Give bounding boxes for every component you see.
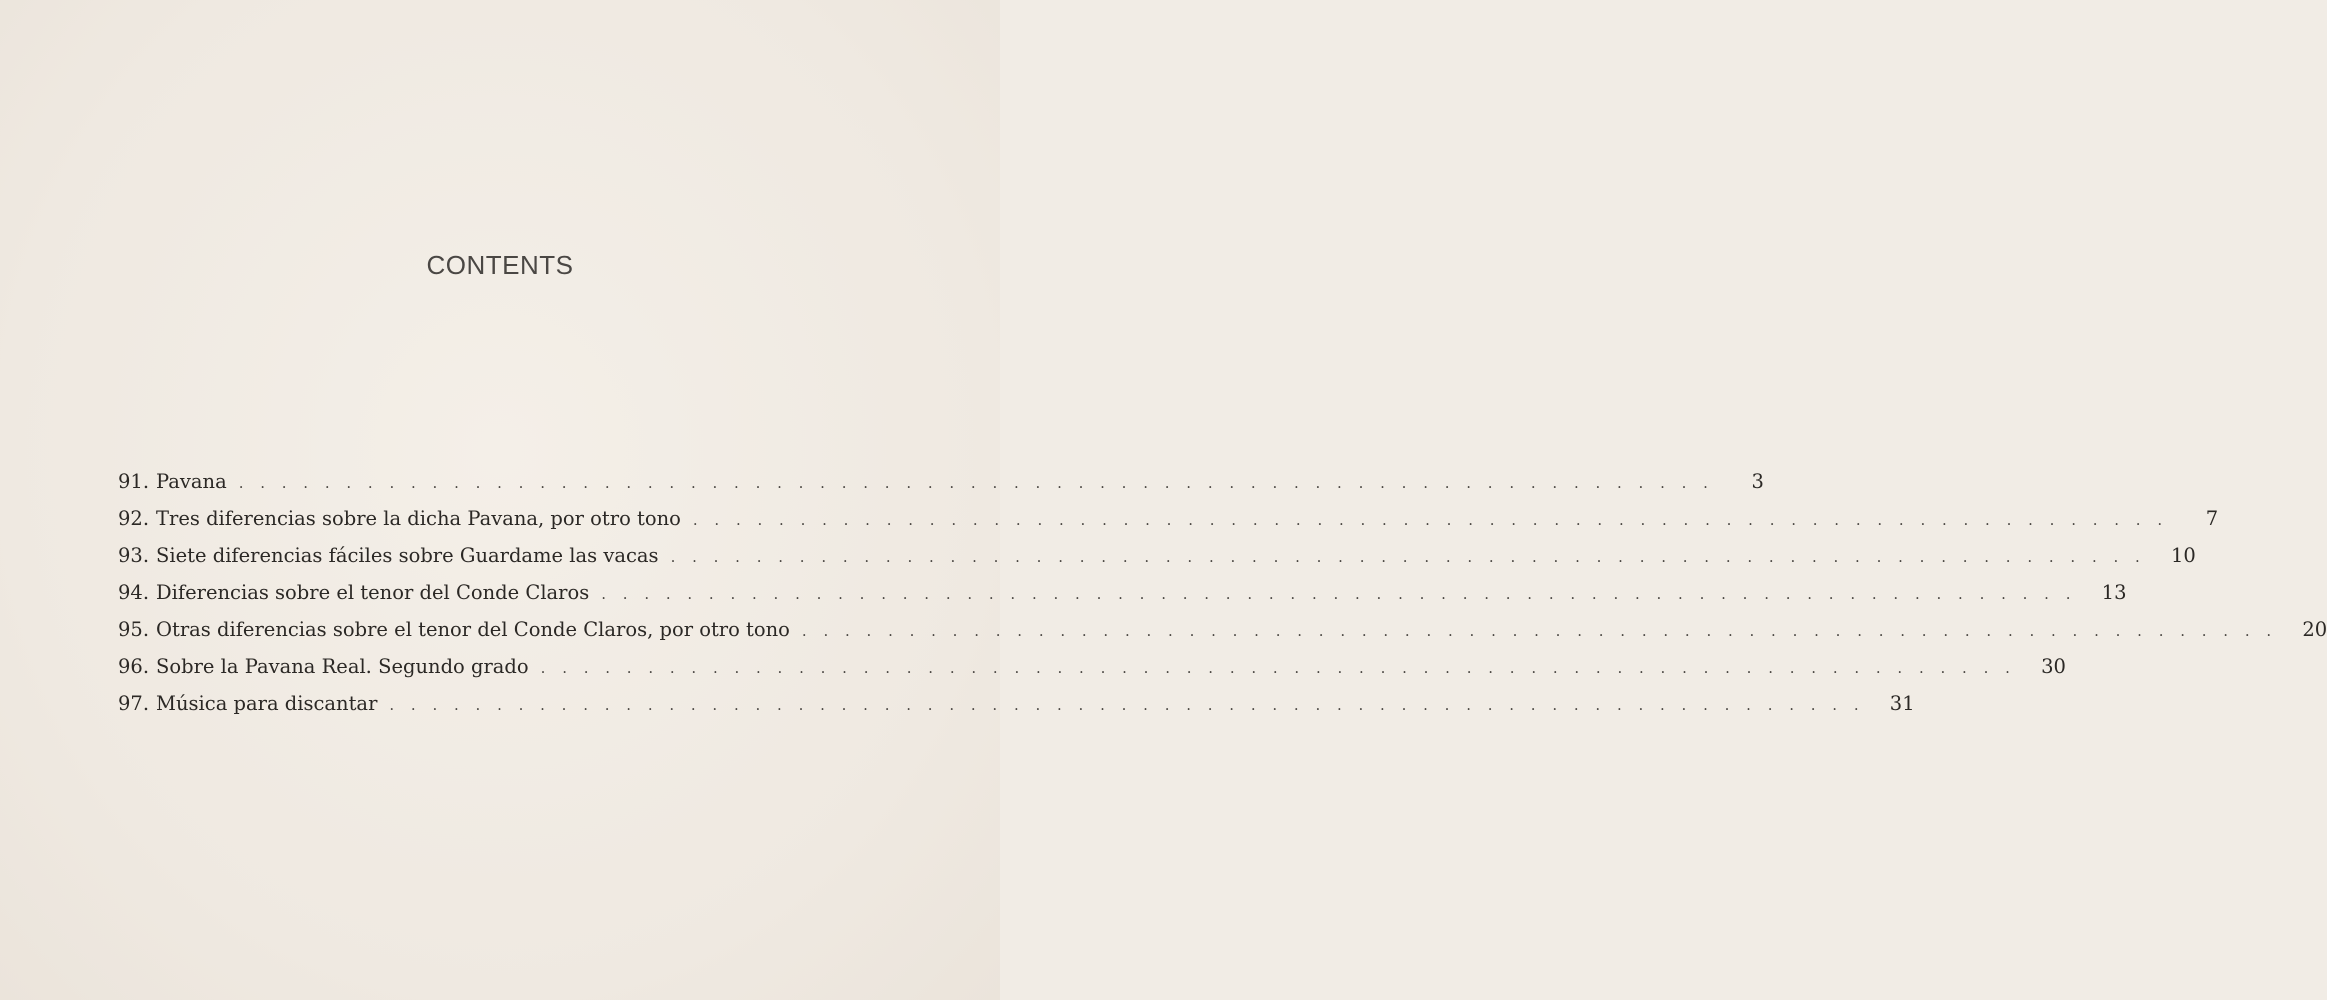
- entry-page: 13: [2101, 581, 2127, 604]
- entry-title: Diferencias sobre el tenor del Conde Claros: [156, 581, 590, 604]
- toc-entry: [118, 618, 2327, 655]
- entry-number: 95.: [118, 618, 150, 641]
- toc-entry: [118, 470, 1764, 507]
- entry-page: 31: [1889, 692, 1915, 715]
- dot-leader: . . . . . . . . . . . . . . . . . . . . . . . . . . . . . . . . . . . . . . . . . . . . . . . . . . . . . . . . . . . . . . . . . . . . .: [601, 585, 2077, 603]
- entry-page: 30: [2041, 655, 2066, 678]
- entry-title: Música para discantar: [156, 692, 378, 715]
- toc-entry: [118, 507, 2219, 544]
- entry-title: Pavana: [156, 470, 227, 493]
- dot-leader: . . . . . . . . . . . . . . . . . . . . . . . . . . . . . . . . . . . . . . . . . . . . . . . . . . . . . . . . . . . . . . . . . . . . .: [389, 696, 1865, 714]
- entry-title: Otras diferencias sobre el tenor del Conde Claros, por otro tono: [156, 618, 790, 641]
- toc-entry: [118, 581, 2127, 618]
- page-title: CONTENTS: [426, 250, 574, 280]
- entry-number: 91.: [118, 470, 150, 493]
- entry-page: 3: [1751, 470, 1764, 493]
- entry-number: 97.: [118, 692, 150, 715]
- toc-entry: [118, 544, 2196, 581]
- entry-page: 10: [2170, 544, 2196, 567]
- entry-title: Tres diferencias sobre la dicha Pavana, por otro tono: [156, 507, 681, 530]
- entry-page: 20: [2302, 618, 2327, 641]
- entry-number: 93.: [118, 544, 150, 567]
- entry-number: 94.: [118, 581, 150, 604]
- entry-number: 96.: [118, 655, 150, 678]
- entry-title: Siete diferencias fáciles sobre Guardame las vacas: [156, 544, 659, 567]
- dot-leader: . . . . . . . . . . . . . . . . . . . . . . . . . . . . . . . . . . . . . . . . . . . . . . . . . . . . . . . . . . . . . . . . . . . . .: [801, 622, 2278, 640]
- entry-title: Sobre la Pavana Real. Segundo grado: [156, 655, 529, 678]
- dot-leader: . . . . . . . . . . . . . . . . . . . . . . . . . . . . . . . . . . . . . . . . . . . . . . . . . . . . . . . . . . . . . . . . . . . . .: [540, 659, 2016, 677]
- toc-entry: [118, 692, 1915, 729]
- table-of-contents: [118, 470, 2327, 729]
- dot-leader: . . . . . . . . . . . . . . . . . . . . . . . . . . . . . . . . . . . . . . . . . . . . . . . . . . . . . . . . . . . . . . . . . . . . .: [238, 474, 1714, 492]
- entry-page: 7: [2205, 507, 2219, 530]
- toc-entry: [118, 655, 2066, 692]
- dot-leader: . . . . . . . . . . . . . . . . . . . . . . . . . . . . . . . . . . . . . . . . . . . . . . . . . . . . . . . . . . . . . . . . . . . . .: [670, 548, 2146, 566]
- entry-number: 92.: [118, 507, 150, 530]
- dot-leader: . . . . . . . . . . . . . . . . . . . . . . . . . . . . . . . . . . . . . . . . . . . . . . . . . . . . . . . . . . . . . . . . . . . . .: [692, 511, 2169, 529]
